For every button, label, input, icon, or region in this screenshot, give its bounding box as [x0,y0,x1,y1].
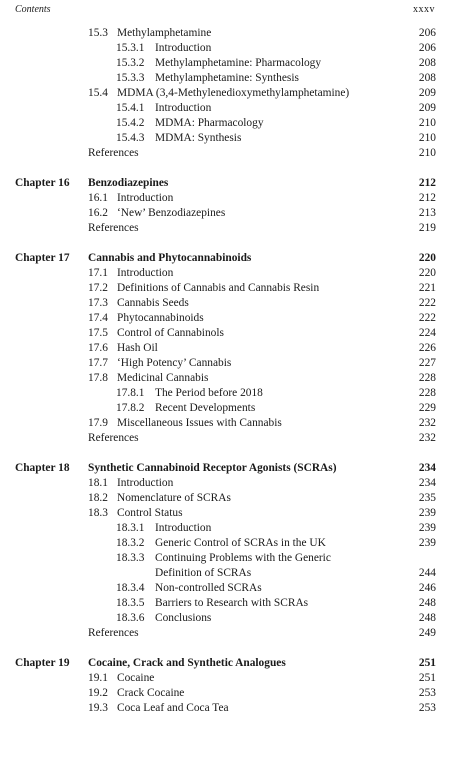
page-number: 232 [418,432,436,444]
section-number: 18.3.1 [116,522,145,534]
toc-entry-row[interactable] [0,71,461,86]
toc-entry-row[interactable] [0,86,461,101]
toc-entry-row[interactable] [0,581,461,596]
section-title: ‘New’ Benzodiazepines [117,207,226,219]
section-number: 15.4.2 [116,117,145,129]
toc-chapter-row[interactable] [0,176,461,191]
section-number: 19.3 [88,702,108,714]
page-number: 228 [418,372,436,384]
page-number: 249 [418,627,436,639]
running-header-page-number: xxxv [413,4,435,15]
section-title: Introduction [155,102,212,114]
section-number: 17.9 [88,417,108,429]
section-number: 17.1 [88,267,108,279]
toc-entry-row[interactable] [0,551,461,566]
toc-entry-row[interactable] [0,266,461,281]
toc-entry-row[interactable] [0,476,461,491]
chapter-title: Cocaine, Crack and Synthetic Analogues [88,657,286,669]
toc-entry-row[interactable] [0,56,461,71]
toc-entry-row[interactable] [0,401,461,416]
toc-entry-row[interactable] [0,371,461,386]
section-number: 17.6 [88,342,108,354]
section-number: 15.3.2 [116,57,145,69]
section-title: Introduction [117,267,174,279]
chapter-label: Chapter 18 [15,462,70,474]
toc-entry-row[interactable] [0,116,461,131]
page-number: 253 [418,687,436,699]
section-title: MDMA (3,4-Methylenedioxymethylamphetamine) [117,87,350,99]
page-number: 244 [418,567,436,579]
chapter-label: Chapter 17 [15,252,70,264]
section-number: 15.4.1 [116,102,145,114]
toc-entry-row[interactable] [0,671,461,686]
section-title: Methylamphetamine [117,27,212,39]
page-number: 208 [418,57,436,69]
section-title: Barriers to Research with SCRAs [155,597,309,609]
toc-entry-row[interactable] [0,311,461,326]
section-title: Non-controlled SCRAs [155,582,262,594]
page-number: 234 [418,477,436,489]
section-title: Definition of SCRAs [155,567,252,579]
page-number: 227 [418,357,436,369]
section-title: Phytocannabinoids [117,312,204,324]
toc-entry-row[interactable] [0,326,461,341]
section-number: 17.8.1 [116,387,145,399]
page-number: 248 [418,597,436,609]
page-number: 253 [418,702,436,714]
toc-entry-row[interactable] [0,596,461,611]
section-number: 19.2 [88,687,108,699]
section-title: MDMA: Pharmacology [155,117,264,129]
section-number: 19.1 [88,672,108,684]
toc-entry-row[interactable] [0,191,461,206]
section-number: 18.3.3 [116,552,145,564]
page-number: 221 [418,282,436,294]
section-title: Introduction [117,192,174,204]
section-number: 17.2 [88,282,108,294]
section-title: Introduction [155,522,212,534]
section-number: 18.3 [88,507,108,519]
section-title: Crack Cocaine [117,687,185,699]
page-number: 246 [418,582,436,594]
section-number: 17.5 [88,327,108,339]
section-number: 17.8.2 [116,402,145,414]
page-number: 206 [418,27,436,39]
page-number: 239 [418,507,436,519]
chapter-title: Benzodiazepines [88,177,169,189]
toc-entry-row[interactable] [0,416,461,431]
page-number: 210 [418,132,436,144]
page-number: 220 [418,267,436,279]
section-title: Hash Oil [117,342,158,354]
section-number: 15.4.3 [116,132,145,144]
page-number: 235 [418,492,436,504]
section-title: References [88,432,139,444]
section-title: Cannabis Seeds [117,297,189,309]
page-number: 232 [418,417,436,429]
section-title: Continuing Problems with the Generic [155,552,331,564]
toc-entry-row[interactable] [0,536,461,551]
page-number: 220 [418,252,436,264]
page-number: 210 [418,117,436,129]
toc-entry-row[interactable] [0,521,461,536]
chapter-label: Chapter 19 [15,657,70,669]
section-number: 16.1 [88,192,108,204]
toc-entry-row[interactable] [0,386,461,401]
page-number: 229 [418,402,436,414]
page-number: 209 [418,102,436,114]
toc-entry-row[interactable] [0,341,461,356]
page-number: 248 [418,612,436,624]
toc-entry-row[interactable] [0,221,461,236]
toc-chapter-row[interactable] [0,656,461,671]
toc-entry-row[interactable] [0,491,461,506]
section-title: Definitions of Cannabis and Cannabis Resin [117,282,320,294]
section-title: Nomenclature of SCRAs [117,492,231,504]
toc-entry-row[interactable] [0,506,461,521]
toc-entry-row[interactable] [0,611,461,626]
page-number: 234 [418,462,436,474]
page-number: 212 [418,177,436,189]
toc-entry-row[interactable] [0,296,461,311]
section-number: 18.3.2 [116,537,145,549]
toc-entry-row[interactable] [0,41,461,56]
toc-entry-row[interactable] [0,626,461,641]
section-title: Methylamphetamine: Pharmacology [155,57,322,69]
toc-entry-row[interactable] [0,566,461,581]
section-number: 18.2 [88,492,108,504]
toc-entry-row[interactable] [0,131,461,146]
section-number: 17.8 [88,372,108,384]
chapter-label: Chapter 16 [15,177,70,189]
toc-entry-row[interactable] [0,26,461,41]
section-title: Control of Cannabinols [117,327,224,339]
section-number: 17.4 [88,312,108,324]
toc-chapter-row[interactable] [0,251,461,266]
page-number: 251 [418,672,436,684]
section-number: 15.3.3 [116,72,145,84]
toc-entry-row[interactable] [0,686,461,701]
section-title: References [88,222,139,234]
section-title: The Period before 2018 [155,387,263,399]
toc-entry-row[interactable] [0,431,461,446]
page-number: 208 [418,72,436,84]
section-title: Cocaine [117,672,155,684]
section-title: References [88,627,139,639]
section-number: 18.3.5 [116,597,145,609]
page-number: 219 [418,222,436,234]
chapter-title: Synthetic Cannabinoid Receptor Agonists (SCRAs) [88,462,337,474]
page-number: 224 [418,327,436,339]
section-title: Control Status [117,507,183,519]
toc-chapter-row[interactable] [0,461,461,476]
section-number: 17.3 [88,297,108,309]
section-number: 15.3.1 [116,42,145,54]
page-number: 222 [418,297,436,309]
section-title: Medicinal Cannabis [117,372,209,384]
section-number: 17.7 [88,357,108,369]
page-number: 210 [418,147,436,159]
page-number: 206 [418,42,436,54]
section-title: ‘High Potency’ Cannabis [117,357,232,369]
running-header-title: Contents [15,4,51,15]
section-number: 18.3.6 [116,612,145,624]
toc-entry-row[interactable] [0,146,461,161]
page-number: 209 [418,87,436,99]
section-number: 15.4 [88,87,108,99]
page-number: 213 [418,207,436,219]
toc-entry-row[interactable] [0,206,461,221]
section-title: Methylamphetamine: Synthesis [155,72,299,84]
toc-entry-row[interactable] [0,701,461,716]
section-title: Generic Control of SCRAs in the UK [155,537,326,549]
section-title: Recent Developments [155,402,256,414]
section-number: 15.3 [88,27,108,39]
toc-entry-row[interactable] [0,101,461,116]
section-title: Conclusions [155,612,212,624]
page-number: 222 [418,312,436,324]
section-title: Introduction [155,42,212,54]
toc-entry-row[interactable] [0,281,461,296]
section-number: 16.2 [88,207,108,219]
section-title: MDMA: Synthesis [155,132,242,144]
page-number: 251 [418,657,436,669]
chapter-title: Cannabis and Phytocannabinoids [88,252,252,264]
section-title: Coca Leaf and Coca Tea [117,702,229,714]
section-number: 18.3.4 [116,582,145,594]
section-number: 18.1 [88,477,108,489]
page-number: 239 [418,522,436,534]
page-number: 228 [418,387,436,399]
section-title: Miscellaneous Issues with Cannabis [117,417,282,429]
toc-entry-row[interactable] [0,356,461,371]
page-number: 226 [418,342,436,354]
section-title: Introduction [117,477,174,489]
page-number: 239 [418,537,436,549]
section-title: References [88,147,139,159]
page-number: 212 [418,192,436,204]
